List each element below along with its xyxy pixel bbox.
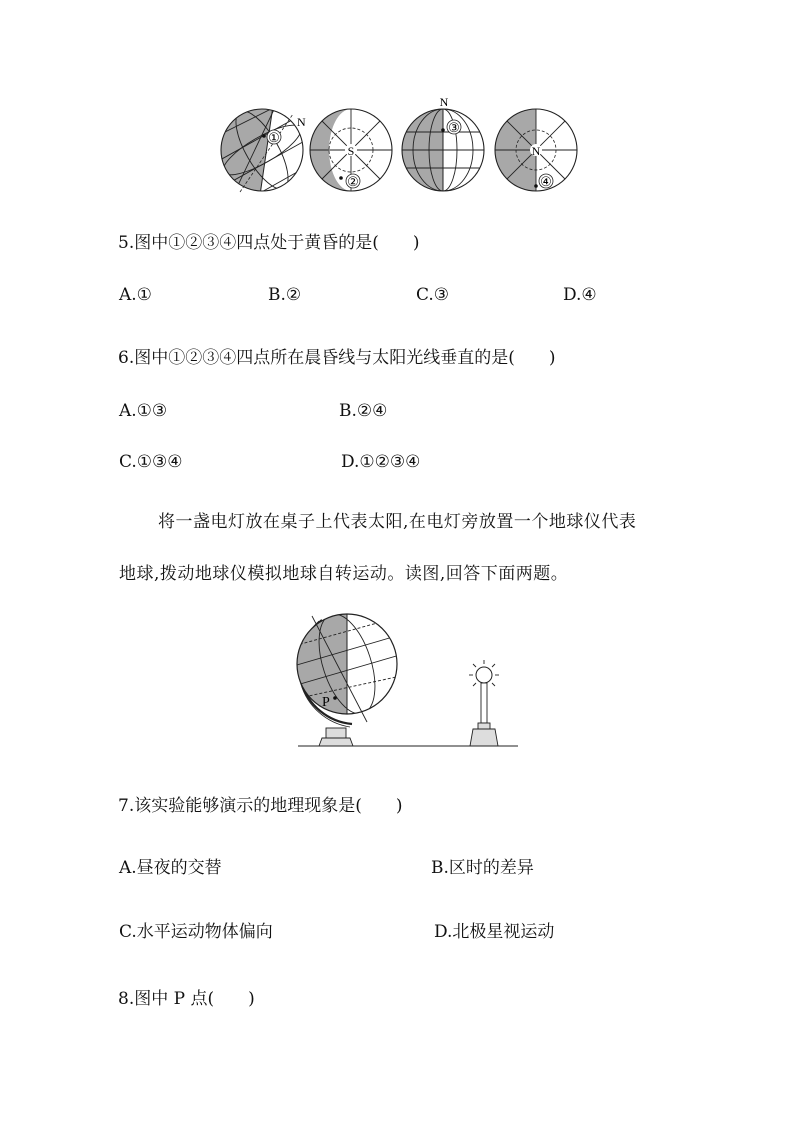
question-5-option-a[interactable]: A.① <box>119 285 152 305</box>
question-6-stem: 6.图中①②③④四点所在晨昏线与太阳光线垂直的是( ) <box>118 348 556 368</box>
question-7-option-d[interactable]: D.北极星视运动 <box>434 922 555 942</box>
globe-model <box>290 612 410 746</box>
question-6-option-b[interactable]: B.②④ <box>339 401 388 421</box>
globe-3-north-label: N <box>439 95 449 109</box>
question-5-stem: 5.图中①②③④四点处于黄昏的是( ) <box>118 233 420 253</box>
globe-4-point-label: ④ <box>540 174 552 189</box>
globe-1-north-label: N <box>297 115 306 129</box>
question-8-stem: 8.图中 P 点( ) <box>118 989 255 1009</box>
question-5-option-c[interactable]: C.③ <box>416 285 450 305</box>
passage-line-2: 地球,拨动地球仪模拟地球自转运动。读图,回答下面两题。 <box>119 564 569 584</box>
question-7-stem: 7.该实验能够演示的地理现象是( ) <box>118 796 403 816</box>
question-5-option-d[interactable]: D.④ <box>563 285 597 305</box>
question-7-option-b[interactable]: B.区时的差异 <box>431 858 534 878</box>
globe-point-p-label: P <box>322 695 330 710</box>
globe-1 <box>215 92 315 202</box>
question-6-option-c[interactable]: C.①③④ <box>119 452 183 472</box>
figure-four-globes <box>215 92 585 202</box>
lamp <box>469 660 499 746</box>
globe-4-north-label: N <box>531 144 541 158</box>
passage-line-1: 将一盏电灯放在桌子上代表太阳,在电灯旁放置一个地球仪代表 <box>158 512 637 532</box>
question-7-option-a[interactable]: A.昼夜的交替 <box>119 858 222 878</box>
question-6-option-d[interactable]: D.①②③④ <box>341 452 421 472</box>
globe-3 <box>402 109 484 191</box>
figure-globe-and-lamp <box>270 612 520 757</box>
question-7-option-c[interactable]: C.水平运动物体偏向 <box>119 922 273 942</box>
question-6-option-a[interactable]: A.①③ <box>119 401 168 421</box>
question-5-option-b[interactable]: B.② <box>268 285 302 305</box>
globe-1-point-label: ① <box>268 130 280 145</box>
globe-2-south-label: S <box>347 144 355 158</box>
globe-3-point-label: ③ <box>448 120 460 135</box>
globe-2-point-label: ② <box>347 174 359 189</box>
